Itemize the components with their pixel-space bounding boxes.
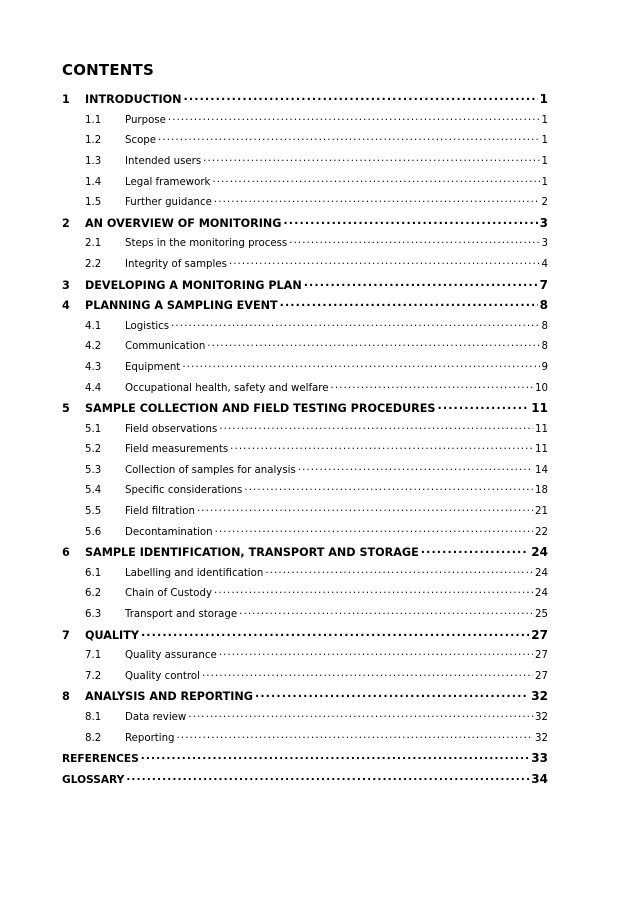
toc-entry-number: 1.2 (85, 135, 102, 147)
toc-entry-label: Labelling and identification (125, 567, 264, 579)
toc-subsection-entry[interactable] (62, 607, 548, 628)
toc-page-number: 24 (531, 545, 548, 560)
toc-dot-leader (214, 586, 533, 596)
toc-entry-number: 2.2 (85, 258, 102, 270)
toc-page-number: 18 (535, 485, 548, 497)
toc-page-number: 1 (541, 155, 548, 167)
toc-page-number: 3 (539, 215, 548, 230)
toc-section-entry[interactable] (62, 277, 548, 298)
toc-dot-leader (239, 607, 533, 617)
toc-dot-leader (265, 566, 533, 576)
toc-entry-number: 7.2 (85, 670, 102, 682)
toc-dot-leader (283, 216, 537, 227)
toc-subsection-entry[interactable] (62, 648, 548, 669)
toc-dot-leader (214, 195, 540, 205)
toc-subsection-entry[interactable] (62, 504, 548, 525)
toc-page-number: 2 (541, 197, 548, 209)
toc-page-number: 11 (535, 423, 548, 435)
toc-dot-leader (177, 730, 534, 740)
toc-entry-number: 7 (62, 628, 70, 642)
toc-entry-number: 8.1 (85, 712, 102, 723)
toc-entry-number: 7.1 (85, 650, 102, 662)
toc-backmatter-entry[interactable] (62, 772, 548, 793)
toc-entry-label: Integrity of samples (125, 258, 227, 270)
toc-page-number: 33 (531, 751, 548, 765)
toc-page-number: 25 (535, 609, 548, 621)
toc-dot-leader (141, 627, 529, 638)
toc-dot-leader (304, 277, 538, 288)
toc-entry-label: Chain of Custody (125, 588, 212, 600)
toc-entry-label: INTRODUCTION (85, 93, 182, 107)
toc-entry-number: 5.4 (85, 485, 102, 497)
toc-entry-label: Legal framework (125, 176, 211, 188)
toc-title: CONTENTS (62, 61, 154, 79)
toc-subsection-entry[interactable] (62, 174, 548, 195)
toc-subsection-entry[interactable] (62, 339, 548, 360)
toc-subsection-entry[interactable] (62, 195, 548, 216)
toc-entry-number: 4.1 (85, 320, 102, 332)
toc-entry-number: 6.2 (85, 588, 102, 600)
toc-entry-number: 6.3 (85, 609, 102, 621)
table-of-contents (62, 92, 548, 792)
toc-page-number: 27 (535, 650, 548, 662)
toc-entry-number: 3 (62, 278, 70, 292)
toc-page-number: 9 (541, 361, 548, 373)
toc-dot-leader (202, 669, 533, 679)
toc-entry-label: Equipment (125, 361, 181, 373)
toc-page-number: 10 (535, 382, 548, 394)
toc-entry-label: Steps in the monitoring process (125, 238, 288, 250)
toc-entry-label: REFERENCES (62, 753, 139, 765)
toc-entry-label: Further guidance (125, 197, 212, 209)
toc-subsection-entry[interactable] (62, 257, 548, 278)
toc-subsection-entry[interactable] (62, 463, 548, 484)
toc-subsection-entry[interactable] (62, 133, 548, 154)
toc-dot-leader (203, 154, 539, 164)
toc-page-number: 32 (535, 732, 548, 744)
toc-entry-label: Scope (125, 135, 157, 147)
toc-dot-leader (207, 339, 539, 349)
toc-dot-leader (215, 524, 533, 534)
toc-subsection-entry[interactable] (62, 154, 548, 175)
toc-entry-label: Purpose (125, 114, 166, 126)
toc-subsection-entry[interactable] (62, 524, 548, 545)
toc-dot-leader (197, 504, 533, 514)
toc-entry-label: Quality control (125, 670, 200, 682)
toc-entry-label: SAMPLE IDENTIFICATION, TRANSPORT AND STORAGE (85, 546, 419, 560)
toc-subsection-entry[interactable] (62, 483, 548, 504)
toc-section-entry[interactable] (62, 627, 548, 648)
toc-entry-label: Field observations (125, 423, 218, 435)
toc-page-number: 4 (541, 258, 548, 270)
toc-dot-leader (298, 463, 533, 473)
toc-dot-leader (126, 772, 529, 783)
toc-entry-number: 1.5 (85, 197, 102, 209)
toc-page-number: 32 (535, 712, 548, 723)
toc-subsection-entry[interactable] (62, 360, 548, 381)
toc-dot-leader (438, 401, 530, 412)
toc-page-number: 1 (539, 92, 548, 107)
toc-entry-number: 1.1 (85, 114, 102, 126)
toc-entry-number: 4.4 (85, 382, 102, 394)
toc-page-number: 21 (535, 506, 548, 518)
toc-page-number: 24 (535, 567, 548, 579)
toc-dot-leader (171, 319, 539, 329)
toc-entry-label: QUALITY (85, 628, 139, 642)
toc-page-number: 34 (531, 771, 548, 786)
toc-entry-number: 5 (62, 402, 70, 416)
toc-entry-label: SAMPLE COLLECTION AND FIELD TESTING PROCEDURES (85, 402, 436, 416)
toc-entry-number: 4.2 (85, 341, 102, 353)
toc-entry-label: GLOSSARY (62, 773, 125, 786)
toc-dot-leader (188, 710, 533, 720)
toc-page-number: 11 (531, 401, 548, 416)
toc-entry-number: 1 (62, 93, 70, 107)
toc-entry-number: 5.2 (85, 444, 102, 456)
toc-subsection-entry[interactable] (62, 586, 548, 607)
toc-subsection-entry[interactable] (62, 442, 548, 463)
toc-dot-leader (289, 236, 539, 246)
toc-section-entry[interactable] (62, 298, 548, 319)
toc-subsection-entry[interactable] (62, 319, 548, 340)
toc-entry-label: Field filtration (125, 506, 195, 518)
toc-backmatter-entry[interactable] (62, 751, 548, 772)
toc-entry-label: Logistics (125, 320, 170, 332)
toc-entry-number: 5.6 (85, 526, 102, 538)
toc-page-number: 1 (541, 114, 548, 126)
toc-section-entry[interactable] (62, 216, 548, 237)
toc-dot-leader (184, 92, 538, 103)
toc-entry-label: Decontamination (125, 526, 213, 538)
toc-entry-label: DEVELOPING A MONITORING PLAN (85, 278, 302, 292)
toc-entry-number: 6 (62, 546, 70, 560)
toc-entry-label: Occupational health, safety and welfare (125, 382, 329, 394)
toc-entry-number: 4.3 (85, 361, 102, 373)
toc-dot-leader (212, 174, 539, 184)
toc-subsection-entry[interactable] (62, 236, 548, 257)
toc-entry-number: 8.2 (85, 732, 102, 744)
toc-dot-leader (141, 751, 530, 762)
toc-page-number: 8 (541, 320, 548, 332)
toc-dot-leader (331, 380, 534, 390)
toc-entry-number: 4 (62, 299, 70, 313)
toc-entry-number: 1.3 (85, 155, 102, 167)
toc-page-number: 3 (541, 238, 548, 250)
toc-entry-label: Quality assurance (125, 650, 217, 662)
toc-entry-label: Transport and storage (125, 609, 238, 621)
toc-entry-number: 2 (62, 216, 70, 230)
toc-page-number: 22 (535, 526, 548, 538)
toc-entry-label: Field measurements (125, 444, 229, 456)
toc-section-entry[interactable] (62, 689, 548, 710)
toc-dot-leader (219, 422, 533, 432)
toc-subsection-entry[interactable] (62, 422, 548, 443)
toc-page-number: 14 (535, 464, 548, 476)
toc-page-number: 1 (541, 135, 548, 147)
toc-section-entry[interactable] (62, 92, 548, 113)
toc-dot-leader (280, 298, 538, 309)
toc-section-entry[interactable] (62, 401, 548, 422)
toc-entry-label: Reporting (125, 732, 175, 744)
toc-section-entry[interactable] (62, 545, 548, 566)
toc-page-number: 11 (535, 444, 548, 456)
toc-entry-label: Specific considerations (125, 485, 243, 497)
toc-entry-number: 8 (62, 690, 70, 704)
toc-page-number: 27 (535, 670, 548, 682)
toc-subsection-entry[interactable] (62, 669, 548, 690)
toc-entry-number: 1.4 (85, 176, 102, 188)
toc-entry-label: PLANNING A SAMPLING EVENT (85, 299, 278, 313)
toc-dot-leader (255, 689, 529, 700)
toc-dot-leader (421, 545, 530, 556)
toc-subsection-entry[interactable] (62, 380, 548, 401)
toc-dot-leader (168, 113, 540, 123)
toc-page-number: 27 (531, 627, 548, 642)
toc-entry-number: 5.1 (85, 423, 102, 435)
toc-subsection-entry[interactable] (62, 730, 548, 751)
toc-entry-number: 5.3 (85, 464, 102, 476)
toc-page-number: 8 (541, 341, 548, 353)
toc-page-number: 32 (531, 689, 548, 704)
toc-page-number: 7 (539, 277, 548, 292)
toc-entry-label: Collection of samples for analysis (125, 464, 296, 476)
toc-entry-label: Data review (125, 712, 187, 723)
toc-entry-number: 2.1 (85, 238, 102, 250)
toc-entry-label: AN OVERVIEW OF MONITORING (85, 216, 282, 230)
toc-dot-leader (182, 360, 539, 370)
toc-page-number: 8 (539, 298, 548, 313)
toc-entry-label: Intended users (125, 155, 202, 167)
toc-subsection-entry[interactable] (62, 710, 548, 731)
toc-subsection-entry[interactable] (62, 113, 548, 134)
toc-page-number: 24 (535, 588, 548, 600)
toc-entry-number: 6.1 (85, 567, 102, 579)
toc-dot-leader (219, 648, 533, 658)
toc-subsection-entry[interactable] (62, 566, 548, 587)
toc-entry-label: Communication (125, 341, 206, 353)
toc-dot-leader (230, 442, 533, 452)
toc-dot-leader (244, 483, 533, 493)
toc-dot-leader (229, 257, 540, 267)
toc-entry-label: ANALYSIS AND REPORTING (85, 690, 253, 704)
toc-dot-leader (158, 133, 539, 143)
toc-page-number: 1 (541, 176, 548, 188)
toc-entry-number: 5.5 (85, 506, 102, 518)
